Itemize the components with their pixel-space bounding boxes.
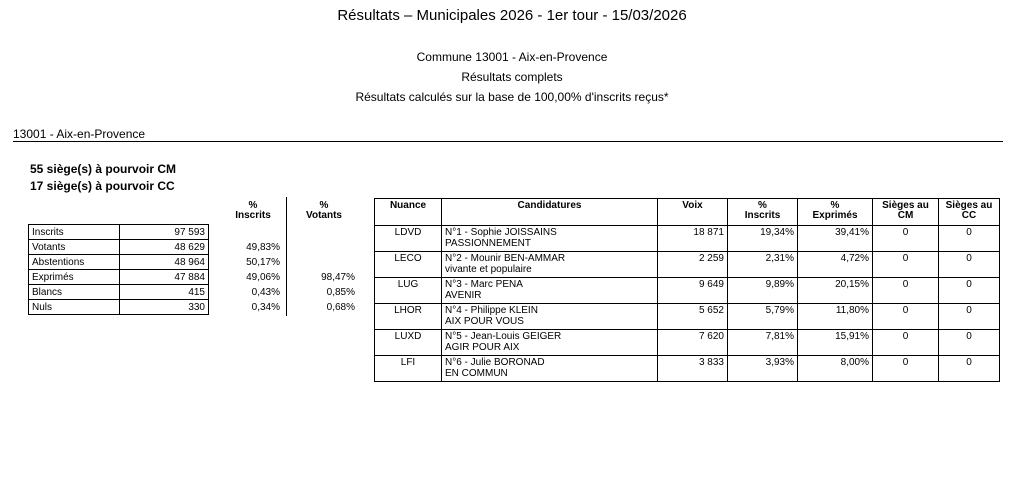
candidates-header-row [375, 199, 1000, 226]
section-commune-label: 13001 - Aix-en-Provence [13, 127, 146, 141]
candidates-table [374, 198, 1000, 382]
results-basis: Résultats calculés sur la base de 100,00% d'inscrits reçus* [355, 90, 669, 104]
commune-heading: Commune 13001 - Aix-en-Provence [416, 50, 608, 64]
summary-header-pct-votants: % Votants [306, 200, 342, 221]
results-type: Résultats complets [461, 70, 563, 84]
table-row: LECO N°2 - Mounir BEN-AMMAR vivante et populaire 2 259 2,31% 4,72% 0 0 [375, 252, 1000, 278]
header-pct-inscrits: % Inscrits [728, 199, 798, 226]
seats-cm: 55 siège(s) à pourvoir CM [30, 162, 177, 176]
header-sieges-cc: Sièges au CC [939, 199, 1000, 226]
table-row: LUXD N°5 - Jean-Louis GEIGER AGIR POUR AIX 7 620 7,81% 15,91% 0 0 [375, 330, 1000, 356]
header-candidatures: Candidatures [442, 199, 658, 226]
header-sieges-cm: Sièges au CM [873, 199, 939, 226]
page-title: Résultats – Municipales 2026 - 1er tour - 15/03/2026 [337, 7, 687, 24]
table-row: LUG N°3 - Marc PENA AVENIR 9 649 9,89% 20,15% 0 0 [375, 278, 1000, 304]
header-pct-exprimes: % Exprimés [798, 199, 873, 226]
header-nuance: Nuance [375, 199, 442, 226]
header-voix: Voix [658, 199, 728, 226]
summary-header-pct-inscrits: % Inscrits [235, 200, 271, 221]
table-row: LHOR N°4 - Philippe KLEIN AIX POUR VOUS 5 652 5,79% 11,80% 0 0 [375, 304, 1000, 330]
table-row: LFI N°6 - Julie BORONAD EN COMMUN 3 833 3,93% 8,00% 0 0 [375, 356, 1000, 382]
table-row: LDVD N°1 - Sophie JOISSAINS PASSIONNEMENT 18 871 19,34% 39,41% 0 0 [375, 226, 1000, 252]
seats-cc: 17 siège(s) à pourvoir CC [30, 179, 175, 193]
section-divider [13, 141, 1003, 142]
